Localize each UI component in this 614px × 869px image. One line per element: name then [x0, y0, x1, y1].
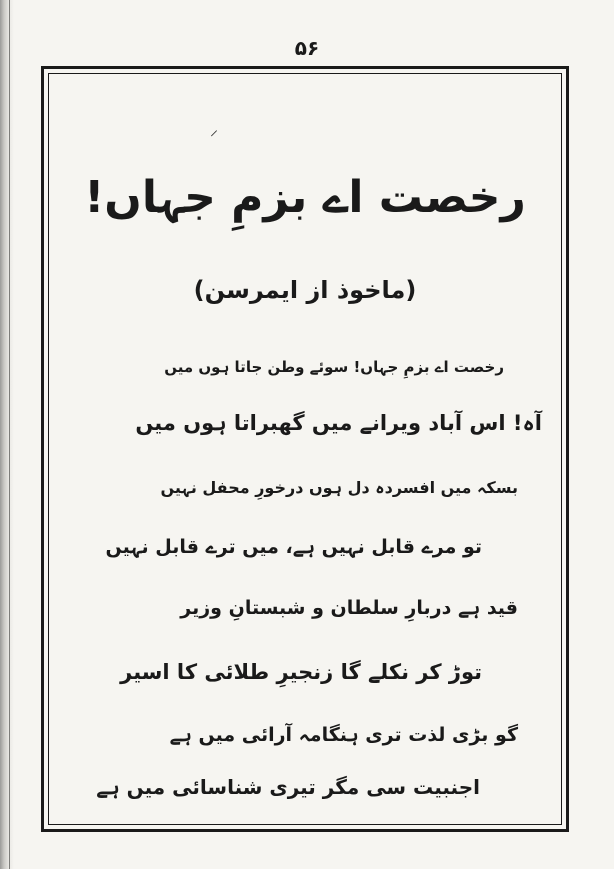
scan-edge-shadow [0, 0, 14, 869]
ink-mark: ⸝ [210, 120, 219, 139]
page-number: ۵۶ [294, 36, 320, 60]
page-gutter-line [9, 0, 10, 869]
verse-line-2: آہ! اس آباد ویرانے میں گھبراتا ہوں میں [135, 411, 542, 435]
poem-subtitle: (ماخوذ از ایمرسن) [193, 276, 417, 304]
verse-line-8: اجنبیت سی مگر تیری شناسائی میں ہے [96, 775, 480, 799]
poem-title: رخصت اے بزمِ جہاں! [84, 172, 526, 223]
verse-line-6: توڑ کر نکلے گا زنجیرِ طلائی کا اسیر [120, 660, 482, 684]
verse-line-7: گو بڑی لذت تری ہنگامہ آرائی میں ہے [169, 724, 518, 746]
verse-line-4: تو مرے قابل نہیں ہے، میں ترے قابل نہیں [105, 536, 482, 558]
verse-line-1: رخصت اے بزمِ جہاں! سوئے وطن جاتا ہوں میں [164, 358, 504, 376]
verse-line-5: قید ہے دربارِ سلطان و شبستانِ وزیر [180, 597, 518, 619]
verse-line-3: بسکہ میں افسردہ دل ہوں درخورِ محفل نہیں [160, 478, 518, 497]
